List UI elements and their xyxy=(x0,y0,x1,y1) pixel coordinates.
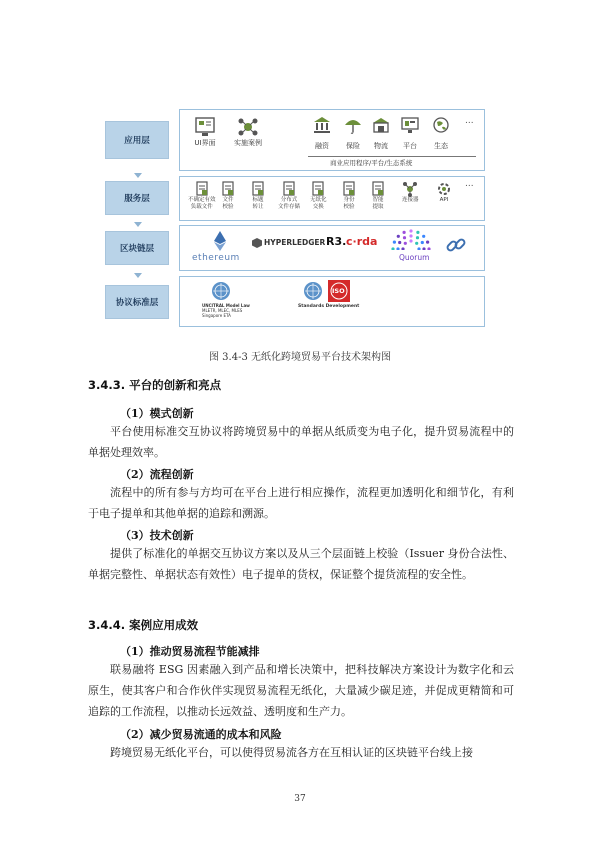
page-number: 37 xyxy=(294,794,306,804)
application-layer-body xyxy=(179,109,485,171)
service-item-label: 无纸化 xyxy=(310,197,327,203)
iso-logo-text: ISO xyxy=(332,287,345,295)
service-item-label: 分布式 xyxy=(280,197,298,203)
service-item xyxy=(220,181,236,211)
service-item-label: 校验 xyxy=(222,204,234,210)
standards-development-text: Standards Development xyxy=(298,304,360,309)
paperless-exchange-icon xyxy=(310,181,326,197)
quorum-logo-text: Quorum xyxy=(399,253,430,262)
case-study-icon xyxy=(237,116,259,138)
smart-extract-icon xyxy=(370,181,386,197)
finance-item: 融资 xyxy=(312,115,332,151)
uncitral-logo-text: UNCITRAL Model Law MLETR, MLEC, MLES Singapore ETA xyxy=(202,303,250,318)
file-check-icon xyxy=(220,181,236,197)
api-icon xyxy=(436,181,452,197)
warehouse-icon xyxy=(371,115,391,135)
service-item-label: 负载文件 xyxy=(190,204,213,210)
protocol-layer-label: 协议标准层 xyxy=(105,285,169,319)
paragraph-model-innovation: 平台使用标准交互协议将跨境贸易中的单据从纸质变为电子化，提升贸易流程中的单据处理效率。 xyxy=(88,425,514,459)
logistics-item: 物流 xyxy=(371,115,391,151)
service-item xyxy=(278,181,300,211)
ui-interface-item: UI界面 xyxy=(194,116,216,148)
app-subcaption: 商业应用程序/平台/生态系统 xyxy=(330,159,413,167)
application-layer-label: 应用层 xyxy=(105,121,169,159)
chain-link-icon xyxy=(446,235,466,255)
app-subcaption-rule xyxy=(308,156,476,157)
service-item-label: 文件存储 xyxy=(278,204,301,210)
ethereum-logo-icon xyxy=(214,231,226,251)
subheading-tech-innovation: （3）技术创新 xyxy=(120,529,194,542)
paragraph-tech-innovation: 提供了标准化的单据交互协议方案以及从三个层面链上校验（Issuer 身份合法性、单据完整性、单据状态有效性）电子提单的货权，保证整个提货流程的安全性。 xyxy=(88,547,514,581)
service-ellipsis: ... xyxy=(465,179,474,189)
section-heading-3-4-4: 3.4.4. 案例应用成效 xyxy=(88,618,199,632)
distributed-storage-icon xyxy=(281,181,297,197)
service-item-label: 连接器 xyxy=(402,197,419,203)
subheading-cost-risk: （2）减少贸易流通的成本和风险 xyxy=(120,728,282,741)
service-item-label: 提取 xyxy=(372,204,384,210)
insurance-item: 保险 xyxy=(343,115,363,151)
section-heading-3-4-3: 3.4.3. 平台的创新和亮点 xyxy=(88,378,222,392)
corda-logo: c·rda xyxy=(346,235,378,248)
service-layer-body xyxy=(179,176,485,221)
ui-interface-icon xyxy=(194,116,216,138)
blockchain-layer xyxy=(105,225,486,271)
hyperledger-logo-icon xyxy=(252,238,262,248)
protocol-layer xyxy=(105,276,486,327)
subheading-energy-saving: （1）推动贸易流程节能减排 xyxy=(120,645,260,658)
un-emblem-icon xyxy=(302,280,324,302)
service-item xyxy=(250,181,266,211)
r3-logo: R3. xyxy=(326,235,347,248)
blockchain-layer-body xyxy=(179,225,485,271)
service-item xyxy=(341,181,357,211)
service-item-label: 智能 xyxy=(372,197,384,203)
globe-icon xyxy=(431,115,451,135)
service-item xyxy=(370,181,386,211)
service-item-label: API xyxy=(439,197,449,203)
service-layer-label: 服务层 xyxy=(105,181,169,215)
connector-icon xyxy=(402,181,418,197)
paragraph-cost-risk: 跨境贸易无纸化平台，可以使得贸易流各方在互相认证的区块链平台线上接 xyxy=(110,746,473,759)
title-transfer-icon xyxy=(250,181,266,197)
service-item-label: 文件 xyxy=(222,197,234,203)
service-item-label: 转让 xyxy=(252,204,264,210)
hyperledger-logo-text: HYPERLEDGER xyxy=(264,238,326,247)
architecture-figure xyxy=(105,109,486,334)
service-item xyxy=(310,181,327,211)
ethereum-logo-text: ethereum xyxy=(192,253,240,263)
application-layer xyxy=(105,109,486,171)
service-item xyxy=(402,181,419,204)
document-warning-icon xyxy=(194,181,210,197)
service-item-label: 交换 xyxy=(312,204,324,210)
identity-check-icon xyxy=(341,181,357,197)
service-item xyxy=(188,181,216,211)
monitor-icon xyxy=(400,115,420,135)
service-item-label: 校验 xyxy=(343,204,355,210)
protocol-layer-body xyxy=(179,276,485,327)
service-item xyxy=(436,181,452,204)
case-study-item: 实施案例 xyxy=(234,116,262,148)
paragraph-process-innovation: 流程中的所有参与方均可在平台上进行相应操作，流程更加透明化和细节化，有利于电子提单和其他单据的追踪和溯源。 xyxy=(88,486,514,520)
app-ellipsis: ... xyxy=(465,116,474,126)
service-layer xyxy=(105,176,486,221)
subheading-process-innovation: （2）流程创新 xyxy=(120,468,194,481)
ecosystem-item: 生态 xyxy=(431,115,451,151)
umbrella-icon xyxy=(343,115,363,135)
quorum-logo-icon xyxy=(388,228,434,250)
paragraph-energy-saving: 联易融将 ESG 因素融入到产品和增长决策中，把科技解决方案设计为数字化和云原生，使其客户和合作伙伴实现贸易流程无纸化，大量减少碳足迹，并促成更精简和可追踪的工作流程，以推动长远效益、透明度和生产力。 xyxy=(88,663,514,718)
service-item-label: 标题 xyxy=(252,197,264,203)
subheading-model-innovation: （1）模式创新 xyxy=(120,407,194,420)
un-emblem-icon xyxy=(210,280,232,302)
service-item-label: 不确定有效 xyxy=(188,197,216,203)
bank-icon xyxy=(312,115,332,135)
platform-item: 平台 xyxy=(400,115,420,151)
service-item-label: 身份 xyxy=(343,197,355,203)
figure-caption: 图 3.4-3 无纸化跨境贸易平台技术架构图 xyxy=(208,352,391,363)
blockchain-layer-label: 区块链层 xyxy=(105,231,169,265)
